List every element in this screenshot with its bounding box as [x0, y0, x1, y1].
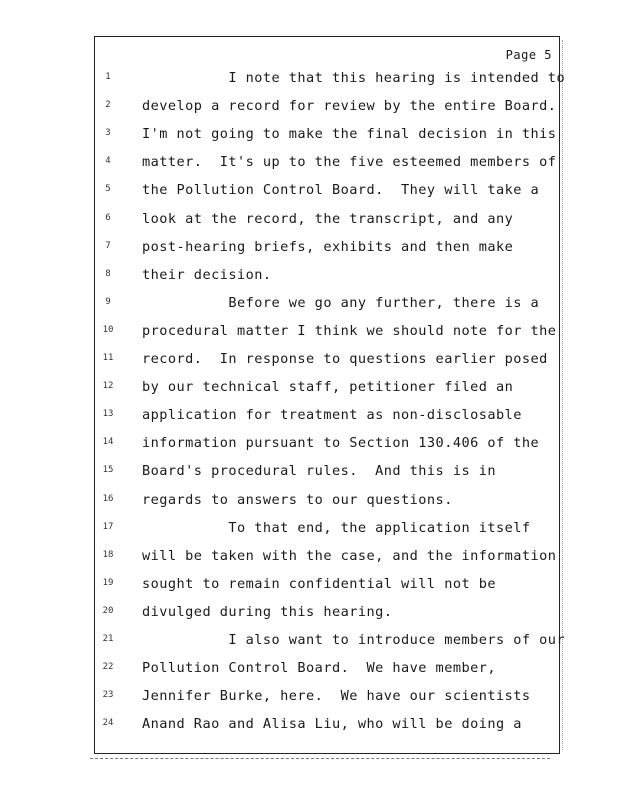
line-number: 9 [105, 296, 111, 307]
line-text: Pollution Control Board. We have member, [142, 660, 496, 677]
line-text: will be taken with the case, and the information [142, 547, 557, 564]
transcript-line [0, 237, 618, 257]
transcript-line [0, 630, 618, 650]
line-text: Board's procedural rules. And this is in [142, 463, 496, 480]
transcript-line [0, 265, 618, 285]
line-text: their decision. [142, 266, 272, 283]
page-number: Page 5 [505, 48, 552, 62]
line-number: 14 [102, 437, 114, 448]
line-text: To that end, the application itself [142, 519, 531, 536]
line-text: develop a record for review by the entire Board. [142, 98, 557, 115]
line-number: 20 [102, 605, 114, 616]
line-text: Before we go any further, there is a [142, 294, 540, 311]
transcript-line [0, 96, 618, 116]
line-number: 12 [102, 381, 114, 392]
transcript-line [0, 152, 618, 172]
line-text: record. In response to questions earlier posed [142, 351, 548, 367]
line-number: 3 [105, 128, 111, 139]
transcript-line [0, 490, 618, 510]
line-number: 19 [102, 577, 114, 588]
line-number: 7 [105, 240, 111, 251]
line-number: 8 [105, 268, 111, 279]
line-number: 24 [102, 718, 114, 729]
line-text: by our technical staff, petitioner filed an [142, 379, 514, 396]
line-text: the Pollution Control Board. They will take a [142, 182, 540, 199]
line-number: 11 [102, 353, 114, 363]
line-text: Anand Rao and Alisa Liu, who will be doing a [142, 716, 522, 733]
transcript-line [0, 546, 618, 566]
line-number: 17 [102, 521, 114, 532]
line-number: 5 [105, 184, 111, 195]
line-number: 1 [105, 72, 111, 82]
line-text: application for treatment as non-disclosable [142, 407, 522, 424]
line-text: Jennifer Burke, here. We have our scientists [142, 688, 531, 705]
line-number: 15 [102, 465, 114, 476]
transcript-line [0, 377, 618, 397]
transcript-line [0, 461, 618, 481]
line-text: post-hearing briefs, exhibits and then make [142, 238, 514, 255]
line-text: I note that this hearing is intended to [142, 70, 566, 86]
line-text: I'm not going to make the final decision in this [142, 126, 557, 143]
line-text: I also want to introduce members of our [142, 632, 566, 648]
line-text: look at the record, the transcript, and any [142, 210, 514, 227]
transcript-line [0, 124, 618, 144]
line-number: 18 [102, 549, 114, 560]
line-number: 4 [105, 156, 111, 167]
transcript-line [0, 68, 618, 88]
line-text: sought to remain confidential will not be [142, 575, 496, 592]
line-text: matter. It's up to the five esteemed members of [142, 154, 557, 171]
transcript-line [0, 658, 618, 678]
transcript-line [0, 518, 618, 538]
transcript-line [0, 574, 618, 594]
line-number: 22 [102, 662, 114, 673]
transcript-line [0, 349, 618, 369]
line-number: 2 [105, 100, 111, 111]
footer-divider [90, 758, 550, 760]
line-number: 13 [102, 409, 114, 420]
transcript-line [0, 293, 618, 313]
transcript-line [0, 714, 618, 734]
transcript-line [0, 686, 618, 706]
transcript-line [0, 180, 618, 200]
line-text: information pursuant to Section 130.406 of the [142, 435, 540, 452]
line-number: 6 [105, 212, 111, 223]
line-text: divulged during this hearing. [142, 603, 393, 620]
line-text: procedural matter I think we should note for the [142, 322, 557, 339]
line-number: 21 [102, 634, 114, 644]
line-number: 16 [102, 493, 114, 504]
transcript-line [0, 433, 618, 453]
transcript-line [0, 405, 618, 425]
line-number: 23 [102, 690, 114, 701]
transcript-line [0, 602, 618, 622]
line-text: regards to answers to our questions. [142, 491, 453, 508]
transcript-line [0, 209, 618, 229]
line-number: 10 [102, 324, 114, 335]
transcript-line [0, 321, 618, 341]
